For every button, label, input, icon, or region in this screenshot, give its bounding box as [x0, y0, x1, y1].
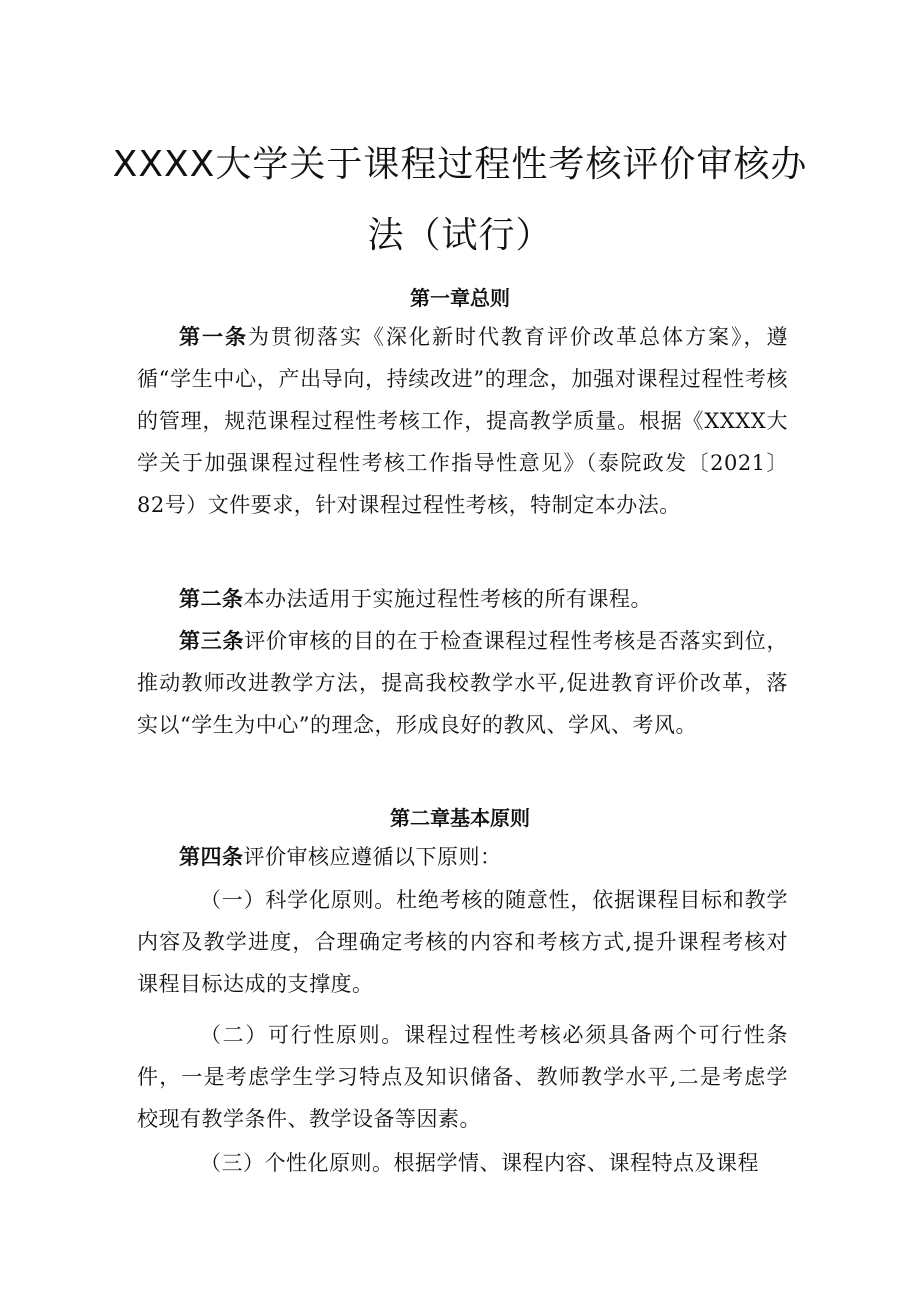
document-title-line-2: 法（试行）	[367, 215, 553, 256]
article-4-text: 评价审核应遵循以下原则：	[243, 845, 502, 869]
principle-2: （二）可行性原则。课程过程性考核必须具备两个可行性条件，一是考虑学生学习特点及知识储备、教师教学水平,二是考虑学校现有教学条件、教学设备等因素。	[137, 1023, 788, 1131]
article-2	[137, 578, 788, 620]
article-4	[137, 836, 788, 878]
article-2-label: 第二条	[179, 587, 244, 611]
article-1	[137, 316, 788, 526]
principle-3: （三）个性化原则。根据学情、课程内容、课程特点及课程	[200, 1151, 759, 1175]
chapter-2-heading: 第二章基本原则	[390, 806, 530, 830]
article-3-label: 第三条	[179, 629, 245, 653]
article-3-text: 评价审核的目的在于检查课程过程性考核是否落实到位，推动教师改进教学方法，提高我校教学水平,促进教育评价改革，落实以“学生为中心”的理念，形成良好的教风、学风、考风。	[137, 629, 789, 737]
principle-1: （一）科学化原则。杜绝考核的随意性，依据课程目标和教学内容及教学进度，合理确定考核的内容和考核方式,提升课程考核对课程目标达成的支撑度。	[137, 888, 788, 996]
article-2-text: 本办法适用于实施过程性考核的所有课程。	[243, 587, 652, 611]
article-1-label: 第一条	[179, 325, 248, 349]
chapter-1-heading: 第一章总则	[410, 286, 510, 310]
document-title-line-1: XXXX大学关于课程过程性考核评价审核办	[112, 144, 808, 185]
article-4-label: 第四条	[179, 845, 244, 869]
article-3	[137, 620, 788, 746]
article-1-text: 为贯彻落实《深化新时代教育评价改革总体方案》，遵循“学生中心，产出导向，持续改进”的理念，加强对课程过程性考核的管理，规范课程过程性考核工作，提高教学质量。根据《XXXX大学关于加强课程过程性考核工作指导性意见》（泰院政发〔2021〕82号）文件要求，针对课程过程性考核，特制定本办法。	[137, 325, 788, 517]
